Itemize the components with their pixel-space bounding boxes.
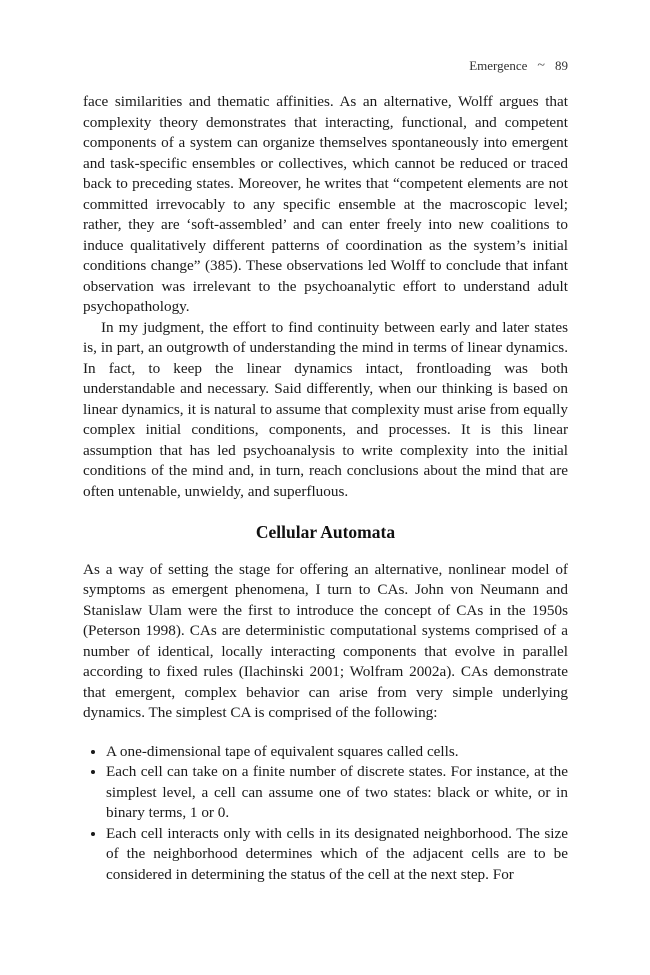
bullet-list [83, 742, 568, 886]
running-header [469, 58, 568, 74]
body-text [83, 92, 568, 885]
section-paragraph: As a way of setting the stage for offering an alternative, nonlinear model of symptoms as emergent phenomena, I turn to CAs. John von Neumann and Stanislaw Ulam were the first to introduce the concept of CAs in the 1950s (Peterson 1998). CAs are deterministic computational systems comprised of a number of identical, locally interacting components that evolve in parallel according to fixed rules (Ilachinski 2001; Wolfram 2002a). CAs demonstrate that emergent, complex behavior can arise from very simple underlying dynamics. The simplest CA is comprised of the following: [83, 560, 568, 721]
tilde-ornament-icon: ~ [537, 58, 545, 73]
list-item: • A one-dimensional tape of equivalent squares called cells. [106, 742, 568, 763]
section-heading: Cellular Automata [255, 522, 396, 542]
list-item: • Each cell can take on a finite number of discrete states. For instance, at the simplest level, a cell can assume one of two states: black or white, or in binary terms, 1 or 0. [106, 762, 568, 824]
paragraph-judgment: In my judgment, the effort to find continuity between early and later states is, in part, an outgrowth of understanding the mind in terms of linear dynamics. In fact, to keep the linear dynamics intact, frontloading was both understandable and necessary. Said differently, when our thinking is based on linear dynamics, it is natural to assume that complexity must arise from equally complex initial conditions, components, and processes. It is this linear assumption that has led psychoanalysis to write complexity into the initial conditions of the mind and, in turn, reach conclusions about the mind that are often untenable, unwieldy, and superfluous. [83, 318, 568, 500]
page-number: 89 [555, 58, 568, 73]
running-title: Emergence [469, 58, 528, 73]
paragraph-continuation: face similarities and thematic affinities. As an alternative, Wolff argues that complexity theory demonstrates that interacting, functional, and competent components of a system can organize themselves spontaneously into emergent and task-specific ensembles or collectives, which cannot be reduced or traced back to preceding states. Moreover, he writes that “competent elements are not committed irrevocably to any specific ensemble at the macroscopic level; rather, they are ‘soft-assembled’ and can enter freely into new coalitions to induce qualitatively different patterns of coordination as the system’s initial conditions change” (385). These observations led Wolff to conclude that infant observation was irrelevant to the psychoanalytic effort to understand adult psychopathology. [83, 93, 568, 315]
list-item: • Each cell interacts only with cells in its designated neighborhood. The size of the neighborhood determines which of the adjacent cells are to be considered in determining the status of the cell at the next step. For [106, 824, 568, 886]
